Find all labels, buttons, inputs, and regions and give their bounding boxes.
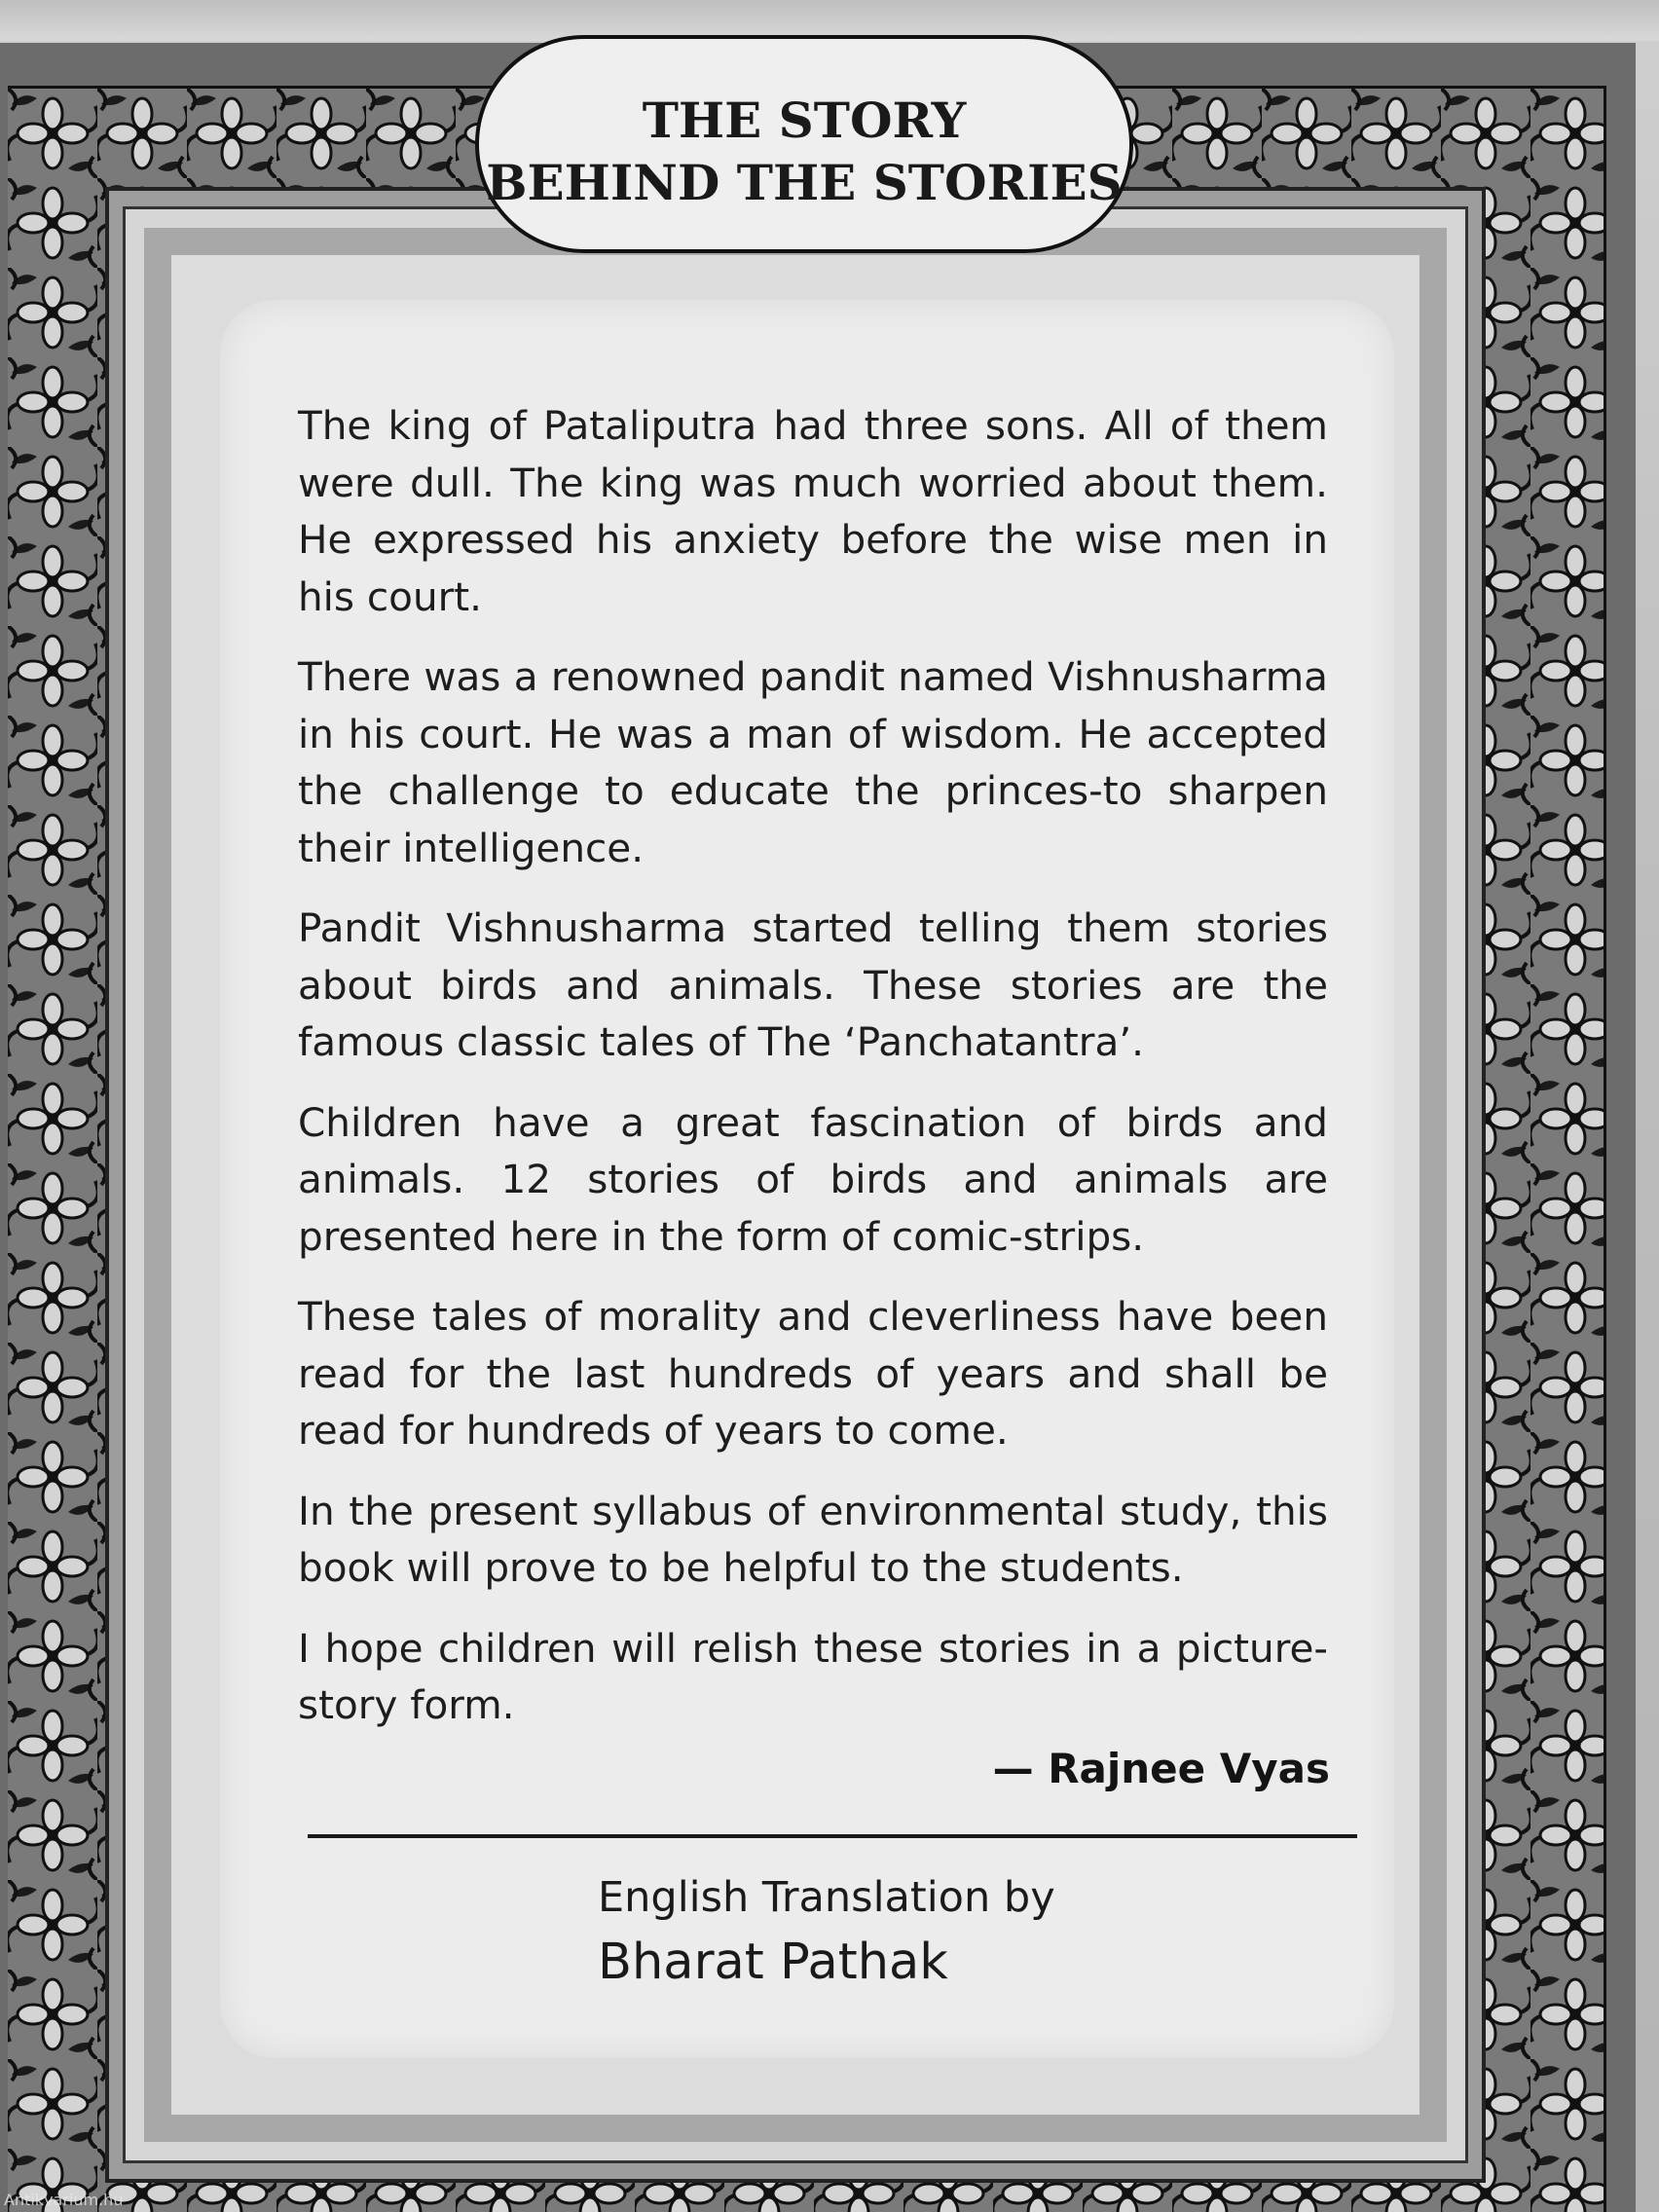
paragraph: Pandit Vishnusharma started telling them stories about birds and animals. These stories are the famous classic tales of The ‘Panchatantra’. [298,904,1328,1065]
paragraph: Children have a great fascination of birds and animals. 12 stories of birds and animals are presented here in the form of comic-strips. [298,1098,1328,1260]
title-line-2: BEHIND THE STORIES [486,154,1123,211]
paragraph: I hope children will relish these stories in a picture-story form. [298,1624,1328,1728]
translation-label: English Translation by [598,1873,1055,1922]
paragraph: These tales of morality and cleverliness have been read for the last hundreds of years and shall be read for hundreds of years to come. [298,1293,1328,1454]
page-title [475,90,1133,214]
watermark: Antikvarium.hu [4,2191,124,2209]
paragraph: In the present syllabus of environmental study, this book will prove to be helpful to the students. [298,1487,1328,1591]
divider [308,1834,1357,1838]
title-line-1: THE STORY [642,92,967,149]
translator-name: Bharat Pathak [598,1934,948,1991]
paragraph: There was a renowned pandit named Vishnusharma in his court. He was a man of wisdom. He accepted the challenge to educate the princes-to sharpen their intelligence. [298,653,1328,871]
author-signature: — Rajnee Vyas [992,1745,1330,1792]
body-text [298,397,1328,1757]
paragraph: The king of Pataliputra had three sons. All of them were dull. The king was much worried about them. He expressed his anxiety before the wise men in his court. [298,402,1328,620]
